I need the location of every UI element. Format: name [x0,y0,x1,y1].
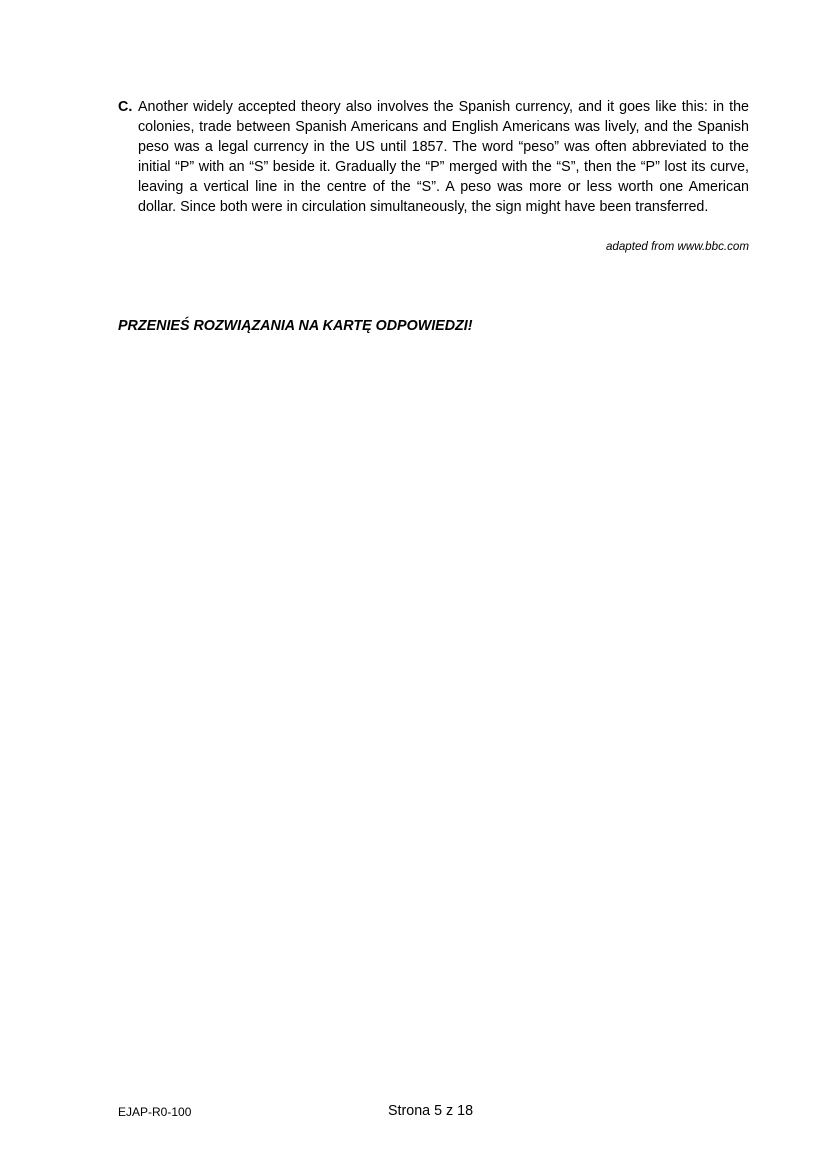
text-section-c [118,97,749,218]
source-citation: adapted from www.bbc.com [605,240,749,253]
section-body-text: Another widely accepted theory also involves the Spanish currency, and it goes like this: in the colonies, trade between Spanish Americans and English Americans was lively, and the Spanish peso was a legal currency in the US until 1857. The word “peso” was often abbreviated to the initial “P” with an “S” beside it. Gradually the “P” merged with the “S”, then the “P” lost its curve, leaving a vertical line in the centre of the “S”. A peso was more or less worth one American dollar. Since both were in circulation simultaneously, the sign might have been transferred. [138,99,749,216]
section-letter: C. [118,99,133,115]
exam-code: EJAP-R0-100 [118,1105,192,1119]
transfer-instruction: PRZENIEŚ ROZWIĄZANIA NA KARTĘ ODPOWIEDZI! [118,318,473,334]
page-number: Strona 5 z 18 [388,1103,474,1119]
